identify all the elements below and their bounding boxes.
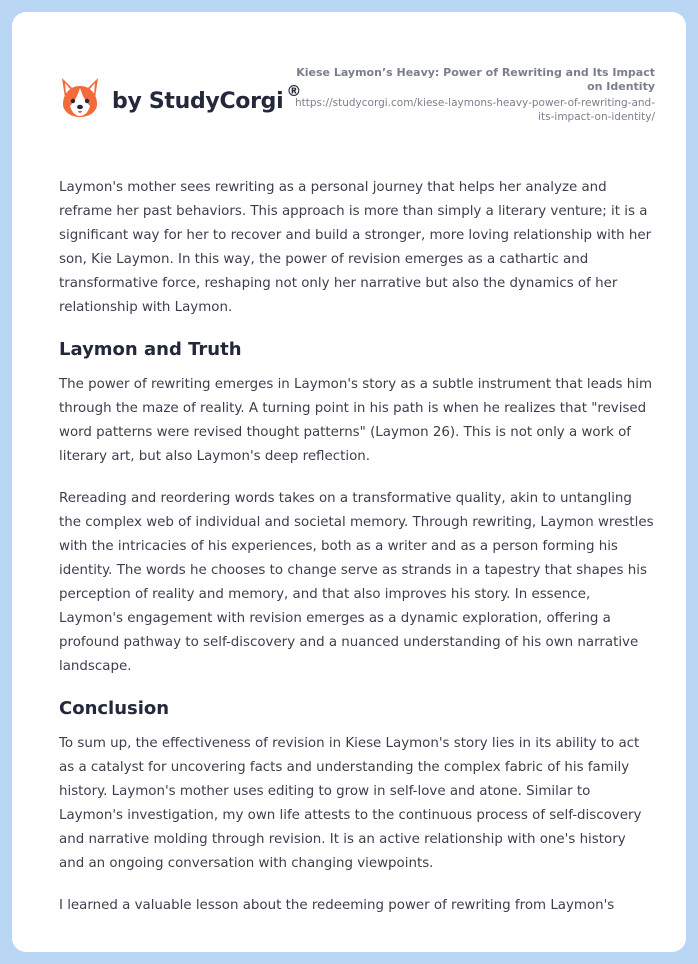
document-page bbox=[12, 12, 686, 952]
body-paragraph: The power of rewriting emerges in Laymon's story as a subtle instrument that leads him through the maze of reality. A turning point in his path is when he realizes that "revised word patterns were revised thought patterns" (Laymon 26). This is not only a work of literary art, but also Laymon's deep reflection. bbox=[59, 377, 652, 464]
source-meta bbox=[295, 66, 655, 124]
section-heading-conclusion: Conclusion bbox=[59, 698, 170, 719]
studycorgi-logo[interactable] bbox=[60, 76, 301, 118]
page-header bbox=[12, 12, 686, 162]
registered-mark: ® bbox=[286, 81, 302, 100]
body-paragraph: To sum up, the effectiveness of revision in Kiese Laymon's story lies in its ability to act as a catalyst for uncovering facts and understanding the complex fabric of his family history. Laymon's mother uses editing to grow in self-love and atone. Similar to Laymon's investigation, my own life attests to the continuous process of self-discovery and narrative molding through revision. It is an active relationship with one's history and an ongoing conversation with changing viewpoints. bbox=[59, 736, 642, 871]
source-url[interactable]: https://studycorgi.com/kiese-laymons-heavy-power-of-rewriting-and-its-impact-on-identity/ bbox=[295, 97, 656, 123]
logo-text: by StudyCorgi ® bbox=[112, 81, 302, 114]
intro-paragraph: Laymon's mother sees rewriting as a personal journey that helps her analyze and reframe her past behaviors. This approach is more than simply a literary venture; it is a significant way for her to recover and build a stronger, more loving relationship with her son, Kie Laymon. In this way, the power of revision emerges as a cathartic and transformative force, reshaping not only her narrative but also the dynamics of her relationship with Laymon. bbox=[59, 180, 652, 315]
section-heading-laymon-and-truth: Laymon and Truth bbox=[59, 339, 242, 360]
document-body bbox=[59, 176, 654, 936]
body-paragraph: I learned a valuable lesson about the redeeming power of rewriting from Laymon's bbox=[59, 898, 615, 913]
body-paragraph: Rereading and reordering words takes on a transformative quality, akin to untangling the complex web of individual and societal memory. Through rewriting, Laymon wrestles with the intricacies of his experiences, both as a writer and as a person forming his identity. The words he chooses to change serve as strands in a tapestry that shapes his perception of reality and memory, and that also improves his story. In essence, Laymon's engagement with revision emerges as a dynamic exploration, offering a profound pathway to self-discovery and a nuanced understanding of his own narrative landscape. bbox=[59, 491, 654, 674]
document-title: Kiese Laymon’s Heavy: Power of Rewriting and Its Impact on Identity bbox=[296, 66, 655, 93]
corgi-logo-icon bbox=[60, 76, 100, 118]
